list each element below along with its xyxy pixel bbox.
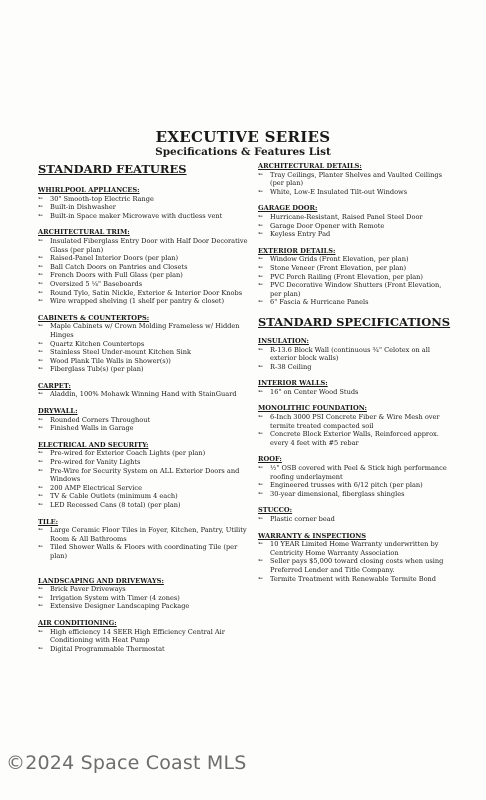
spec-section <box>38 382 248 399</box>
spec-section <box>258 532 454 584</box>
list-item-text: 10 YEAR Limited Home Warranty underwritten by Centricity Home Warranty Association <box>270 540 439 557</box>
section-heading: STUCCO: <box>258 506 293 515</box>
section-heading: ROOF: <box>258 455 282 464</box>
list-item-text: Pre-wired for Vanity Lights <box>50 458 141 467</box>
page-title: EXECUTIVE SERIES <box>155 128 331 146</box>
spec-section <box>38 228 248 305</box>
list-item-text: Aladdin, 100% Mohawk Winning Hand with StainGuard <box>50 390 237 399</box>
arrow-bullet-icon: ➳ <box>38 585 44 593</box>
list-item <box>38 390 248 399</box>
list-item-text: High efficiency 14 SEER High Efficiency Central Air Conditioning with Heat Pump <box>50 627 225 645</box>
arrow-bullet-icon: ➳ <box>258 281 264 289</box>
list-item-text: Seller pays $5,000 toward closing costs when using Preferred Lender and Title Company. <box>270 557 444 574</box>
list-item <box>38 501 248 510</box>
list-item <box>258 171 454 188</box>
list-item-text: PVC Decorative Window Shutters (Front Elevation, per plan) <box>270 281 442 298</box>
list-item <box>38 602 248 611</box>
list-item <box>38 492 248 501</box>
arrow-bullet-icon: ➳ <box>258 212 264 220</box>
arrow-bullet-icon: ➳ <box>38 279 44 287</box>
spec-section <box>258 247 454 307</box>
arrow-bullet-icon: ➳ <box>258 255 264 263</box>
section-heading: ELECTRICAL AND SECURITY: <box>38 440 149 449</box>
list-item <box>258 557 454 574</box>
arrow-bullet-icon: ➳ <box>38 627 44 635</box>
list-item <box>38 458 248 467</box>
list-item <box>38 254 248 263</box>
left-column <box>38 162 248 661</box>
list-item <box>38 585 248 594</box>
list-item-text: Tray Ceilings, Planter Shelves and Vaulted Ceilings (per plan) <box>270 170 442 188</box>
list-item-text: PVC Porch Railing (Front Elevation, per plan) <box>270 272 423 281</box>
spec-section <box>38 186 248 220</box>
section-heading: TILE: <box>38 517 59 526</box>
standard-specifications-heading: STANDARD SPECIFICATIONS <box>258 314 451 329</box>
list-item-text: 30" Smooth-top Electric Range <box>50 194 154 203</box>
list-item <box>258 264 454 273</box>
arrow-bullet-icon: ➳ <box>258 263 264 271</box>
list-item <box>258 255 454 264</box>
list-item <box>38 203 248 212</box>
arrow-bullet-icon: ➳ <box>38 543 44 551</box>
list-item-text: LED Recessed Cans (8 total) (per plan) <box>50 501 181 509</box>
arrow-bullet-icon: ➳ <box>38 483 44 491</box>
list-item <box>38 237 248 254</box>
arrow-bullet-icon: ➳ <box>258 272 264 280</box>
list-item <box>258 230 454 239</box>
list-item-text: Pre-Wire for Security System on ALL Exterior Doors and Windows <box>50 466 240 484</box>
list-item <box>38 271 248 280</box>
spec-section <box>258 506 454 523</box>
arrow-bullet-icon: ➳ <box>258 298 264 306</box>
section-heading: WARRANTY & INSPECTIONS <box>258 531 366 540</box>
list-item <box>38 467 248 484</box>
list-item <box>258 346 454 363</box>
list-item-text: Ball Catch Doors on Pantries and Closets <box>50 262 188 271</box>
list-item <box>38 628 248 645</box>
list-item <box>258 515 454 524</box>
list-item-text: R-13.6 Block Wall (continuous ¾" Celotex on all exterior block walls) <box>270 345 430 363</box>
arrow-bullet-icon: ➳ <box>258 481 264 489</box>
section-heading: DRYWALL: <box>38 407 78 416</box>
list-item-text: Fiberglass Tub(s) (per plan) <box>50 365 144 374</box>
arrow-bullet-icon: ➳ <box>38 415 44 423</box>
spec-section <box>258 162 454 196</box>
list-item <box>38 297 248 306</box>
arrow-bullet-icon: ➳ <box>38 602 44 610</box>
spec-section <box>38 441 248 510</box>
list-item-text: 16" on Center Wood Studs <box>270 387 359 396</box>
spec-section <box>258 204 454 238</box>
arrow-bullet-icon: ➳ <box>258 221 264 229</box>
arrow-bullet-icon: ➳ <box>258 387 264 395</box>
list-item <box>258 281 454 298</box>
section-heading: ARCHITECTURAL DETAILS: <box>258 162 362 170</box>
list-item <box>258 222 454 231</box>
section-heading: WHIRLPOOL APPLIANCES: <box>38 186 140 194</box>
arrow-bullet-icon: ➳ <box>258 413 264 421</box>
arrow-bullet-icon: ➳ <box>258 557 264 565</box>
spec-section <box>38 518 248 561</box>
arrow-bullet-icon: ➳ <box>38 297 44 305</box>
section-heading: CARPET: <box>38 381 71 390</box>
list-item <box>38 543 248 560</box>
list-item-text: Stainless Steel Under-mount Kitchen Sink <box>50 348 192 357</box>
list-item <box>258 413 454 430</box>
section-heading: ARCHITECTURAL TRIM: <box>38 228 130 237</box>
list-item-text: 6" Fascia & Hurricane Panels <box>270 298 369 307</box>
list-item-text: Keyless Entry Pad <box>270 230 331 239</box>
spec-section <box>38 314 248 374</box>
arrow-bullet-icon: ➳ <box>38 348 44 356</box>
arrow-bullet-icon: ➳ <box>38 339 44 347</box>
list-item <box>38 424 248 433</box>
list-item-text: 200 AMP Electrical Service <box>50 483 142 492</box>
list-item-text: Quartz Kitchen Countertops <box>50 339 145 348</box>
list-item <box>38 594 248 603</box>
section-heading: AIR CONDITIONING: <box>38 618 117 627</box>
list-item <box>258 430 454 447</box>
list-item-text: Plastic corner bead <box>270 515 335 523</box>
list-item-text: Insulated Fiberglass Entry Door with Half Door Decorative Glass (per plan) <box>50 236 248 254</box>
list-item-text: Oversized 5 ¼" Baseboards <box>50 279 143 288</box>
list-item <box>258 540 454 557</box>
list-item-text: White, Low-E Insulated Tilt-out Windows <box>270 187 408 196</box>
section-heading: CABINETS & COUNTERTOPS: <box>38 313 150 322</box>
list-item-text: Engineered trusses with 6/12 pitch (per plan) <box>270 481 423 490</box>
list-item <box>38 645 248 654</box>
arrow-bullet-icon: ➳ <box>38 194 44 202</box>
arrow-bullet-icon: ➳ <box>38 254 44 262</box>
arrow-bullet-icon: ➳ <box>38 593 44 601</box>
list-item <box>38 449 248 458</box>
list-item-text: ½" OSB covered with Peel & Stick high performance roofing underlayment <box>270 464 447 481</box>
arrow-bullet-icon: ➳ <box>38 322 44 330</box>
list-item <box>258 273 454 282</box>
arrow-bullet-icon: ➳ <box>38 449 44 457</box>
arrow-bullet-icon: ➳ <box>38 458 44 466</box>
right-column <box>258 162 454 591</box>
list-item-text: 6-Inch 3000 PSI Concrete Fiber & Wire Mesh over termite treated compacted soil <box>270 413 440 430</box>
standard-features-heading: STANDARD FEATURES <box>38 162 187 176</box>
spec-section <box>38 577 248 611</box>
spec-section <box>38 619 248 653</box>
arrow-bullet-icon: ➳ <box>38 288 44 296</box>
list-item-text: Raised-Panel Interior Doors (per plan) <box>50 254 179 263</box>
list-item <box>38 212 248 221</box>
spec-section <box>258 337 454 371</box>
list-item <box>38 365 248 374</box>
list-item <box>258 388 454 397</box>
list-item <box>258 298 454 307</box>
arrow-bullet-icon: ➳ <box>258 464 264 472</box>
list-item-text: French Doors with Full Glass (per plan) <box>50 271 183 280</box>
arrow-bullet-icon: ➳ <box>38 203 44 211</box>
left-sections <box>38 186 248 653</box>
arrow-bullet-icon: ➳ <box>258 489 264 497</box>
watermark: ©2024 Space Coast MLS <box>6 752 247 774</box>
list-item <box>38 484 248 493</box>
section-heading: MONOLITHIC FOUNDATION: <box>258 404 367 413</box>
section-heading: INSULATION: <box>258 336 309 345</box>
list-item-text: Hurricane-Resistant, Raised Panel Steel Door <box>270 212 423 221</box>
arrow-bullet-icon: ➳ <box>38 211 44 219</box>
list-item <box>38 416 248 425</box>
arrow-bullet-icon: ➳ <box>38 501 44 508</box>
arrow-bullet-icon: ➳ <box>258 430 264 438</box>
list-item-text: Round Tylo, Satin Nickle, Exterior & Interior Door Knobs <box>50 288 243 297</box>
arrow-bullet-icon: ➳ <box>38 262 44 270</box>
list-item-text: Pre-wired for Exterior Coach Lights (per plan) <box>50 449 206 458</box>
list-item-text: TV & Cable Outlets (minimum 4 each) <box>50 492 178 501</box>
arrow-bullet-icon: ➳ <box>38 365 44 373</box>
list-item <box>38 357 248 366</box>
arrow-bullet-icon: ➳ <box>258 170 264 178</box>
list-item-text: Maple Cabinets w/ Crown Molding Frameless w/ Hidden Hinges <box>50 322 240 339</box>
list-item-text: Built-in Space maker Microwave with ductless vent <box>50 211 223 220</box>
arrow-bullet-icon: ➳ <box>38 271 44 279</box>
list-item-text: Large Ceramic Floor Tiles in Foyer, Kitchen, Pantry, Utility Room & All Bathrooms <box>50 526 247 543</box>
list-item-text: Brick Paver Driveways <box>50 585 126 594</box>
right-bottom-sections <box>258 337 454 583</box>
list-item-text: Wire wrapped shelving (1 shelf per pantry & closet) <box>50 297 225 306</box>
arrow-bullet-icon: ➳ <box>38 492 44 500</box>
list-item <box>258 188 454 197</box>
arrow-bullet-icon: ➳ <box>38 356 44 364</box>
list-item-text: Extensive Designer Landscaping Package <box>50 602 190 611</box>
list-item <box>38 195 248 204</box>
list-item-text: Tiled Shower Walls & Floors with coordinating Tile (per plan) <box>50 543 238 560</box>
list-item-text: Digital Programmable Thermostat <box>50 644 165 653</box>
section-heading: GARAGE DOOR: <box>258 204 318 213</box>
spec-section <box>38 407 248 433</box>
list-item <box>258 363 454 372</box>
list-item <box>38 340 248 349</box>
list-item-text: Termite Treatment with Renewable Termite Bond <box>270 574 437 583</box>
list-item-text: Rounded Corners Throughout <box>50 415 151 424</box>
arrow-bullet-icon: ➳ <box>258 345 264 353</box>
arrow-bullet-icon: ➳ <box>38 236 44 244</box>
arrow-bullet-icon: ➳ <box>258 187 264 195</box>
section-heading: INTERIOR WALLS: <box>258 379 328 388</box>
list-item <box>38 348 248 357</box>
arrow-bullet-icon: ➳ <box>38 526 44 534</box>
list-item-text: Garage Door Opener with Remote <box>270 221 385 230</box>
list-item-text: 30-year dimensional, fiberglass shingles <box>270 489 405 498</box>
arrow-bullet-icon: ➳ <box>258 362 264 370</box>
list-item-text: Finished Walls in Garage <box>50 424 134 433</box>
list-item <box>38 280 248 289</box>
list-item <box>258 490 454 499</box>
arrow-bullet-icon: ➳ <box>258 515 264 522</box>
section-heading: LANDSCAPING AND DRIVEWAYS: <box>38 576 164 585</box>
list-item-text: Stone Veneer (Front Elevation, per plan) <box>270 263 407 272</box>
list-item-text: Window Grids (Front Elevation, per plan) <box>270 255 409 264</box>
list-item <box>258 213 454 222</box>
page-subtitle: Specifications & Features List <box>155 146 331 158</box>
list-item-text: Irrigation System with Timer (4 zones) <box>50 593 180 602</box>
arrow-bullet-icon: ➳ <box>38 466 44 474</box>
spec-section <box>258 379 454 396</box>
list-item-text: Concrete Block Exterior Walls, Reinforced approx. every 4 feet with #5 rebar <box>270 430 439 447</box>
list-item <box>38 322 248 339</box>
list-item <box>38 263 248 272</box>
list-item-text: Built-in Dishwasher <box>50 203 116 212</box>
list-item <box>38 526 248 543</box>
list-item-text: R-38 Ceiling <box>270 362 312 371</box>
arrow-bullet-icon: ➳ <box>258 540 264 548</box>
arrow-bullet-icon: ➳ <box>38 424 44 432</box>
arrow-bullet-icon: ➳ <box>38 644 44 652</box>
arrow-bullet-icon: ➳ <box>258 574 264 582</box>
list-item <box>258 481 454 490</box>
spec-section <box>258 404 454 447</box>
section-heading: EXTERIOR DETAILS: <box>258 246 336 255</box>
spec-section <box>258 455 454 498</box>
right-top-sections <box>258 162 454 307</box>
arrow-bullet-icon: ➳ <box>258 230 264 238</box>
list-item <box>258 575 454 584</box>
arrow-bullet-icon: ➳ <box>38 390 44 398</box>
list-item <box>258 464 454 481</box>
list-item-text: Wood Plank Tile Walls in Shower(s)) <box>50 356 171 365</box>
list-item <box>38 289 248 298</box>
